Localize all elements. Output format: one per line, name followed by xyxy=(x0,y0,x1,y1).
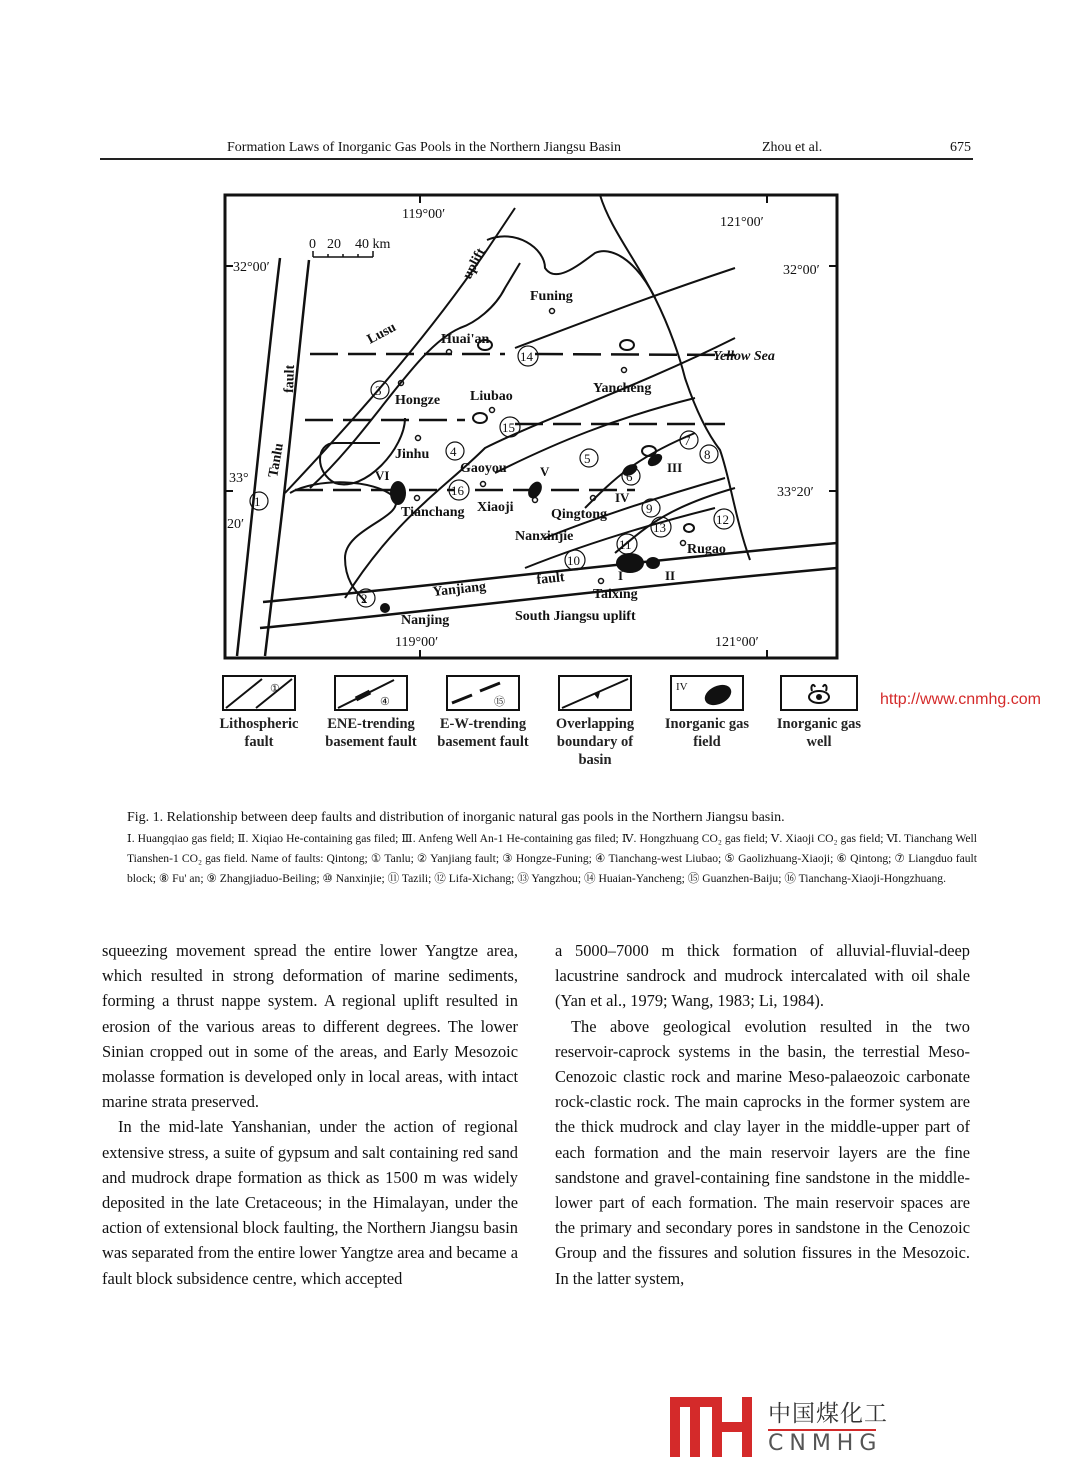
svg-text:4: 4 xyxy=(450,444,457,459)
lon-label-top-121: 121°00′ xyxy=(720,215,764,230)
svg-text:9: 9 xyxy=(646,501,653,516)
legend-gas-field xyxy=(653,675,761,751)
svg-text:3: 3 xyxy=(375,383,382,398)
logo-english-text: CNMHG xyxy=(768,1431,883,1456)
paragraph: a 5000–7000 m thick formation of alluvial-fluvial-deep lacustrine sandrock and mudrock intercalated with oil shale (Yan et al., 1979; Wang, 1983; Li, 1984). xyxy=(555,941,970,1011)
caption-title: Fig. 1. Relationship between deep faults and distribution of inorganic natural gas pools in the Northern Jiangsu basin. xyxy=(127,810,785,825)
logo-mark-icon xyxy=(670,1397,762,1457)
gas-field-label-V: V xyxy=(540,464,550,479)
caption-body: Ⅰ. Huangqiao gas field; Ⅱ. Xiqiao He-containing gas filed; Ⅲ. Anfeng Well An-1 He-containing gas filed; Ⅳ. Hongzhuang CO₂ gas field; Ⅴ. Xiaoji CO₂ gas field; Ⅵ. Tianchang Well Tianshen-1 CO₂ gas field. Name of faults: Qintong; ① Tanlu; ② Yanjiang fault; ③ Hongze-Funing; ④ Tianchang-west Liubao; ⑤ Gaolizhuang-Xiaoji; ⑥ Qintong; ⑦ Liangduo fault block; ⑧ Fu' an; ⑨ Zhangjiaduo-Beiling; ⑩ Nanxinjie; ⑪ Tazili; ⑫ Lifa-Xichang; ⑬ Yangzhou; ⑭ Huaian-Yancheng; ⑮ Guanzhen-Baiju; ⑯ Tianchang-Xiaoji-Hongzhuang. xyxy=(127,832,977,885)
gas-field-symbol xyxy=(670,675,744,711)
svg-text:6: 6 xyxy=(626,469,633,484)
place-liubao: Liubao xyxy=(470,389,513,404)
legend-label: Lithospheric fault xyxy=(219,716,299,750)
fault-num-7 xyxy=(680,431,698,449)
gas-field-label-IV: IV xyxy=(615,490,630,505)
legend-gas-well xyxy=(765,675,873,751)
fault-num-12 xyxy=(714,509,734,529)
running-title: Formation Laws of Inorganic Gas Pools in the Northern Jiangsu Basin xyxy=(227,140,622,155)
ene-fault-symbol xyxy=(334,675,408,711)
gas-field-label-VI: VI xyxy=(375,468,390,483)
label-yellow-sea: Yellow Sea xyxy=(713,349,775,364)
lat-label-left-20: 20′ xyxy=(227,517,245,532)
paragraph: The above geological evolution resulted in the two reservoir-caprock systems in the basin, the terrestial Meso-Cenozoic clastic rock and marine Meso-palaeozoic carbonate rock-clastic rock. The main caprocks in the former system are the thick mudrock and clay layer in the middle-upper part of each formation and the main reservoir layers are the fine sandstone and gravel-containing fine sandstone in the middle-lower part of each formation. The main reservoir spaces are the primary and secondary pores in sandstone in the Cenozoic Group and the fissures and solution fissures in the Mesozoic. In the latter system, xyxy=(555,1016,970,1288)
fault-num-10 xyxy=(565,550,585,570)
body-column-right xyxy=(555,938,970,1291)
place-qingtong: Qingtong xyxy=(551,507,608,522)
paragraph: In the mid-late Yanshanian, under the action of regional extensive stress, a suite of gypsum and salt containing red sand and mudrock drape formation as thick as 1500 m was widely deposited in the late Cretaceous; in the Himalayan, under the action of extensional block faulting, the Northern Jiangsu basin was separated from the entire lower Yangtze area and became a fault block subsidence centre, which accepted xyxy=(102,1117,518,1288)
place-funing: Funing xyxy=(530,289,573,304)
paragraph: squeezing movement spread the entire lower Yangtze area, which resulted in strong deformation of marine sediments, forming a thrust nappe system. A regional uplift resulted in erosion of the various areas to different degrees. The lower Sinian cropped out in some of the areas, and Early Mesozoic molasse formation is developed only in local areas, with intact marine strata preserved. xyxy=(102,941,518,1112)
place-rugao: Rugao xyxy=(687,542,726,557)
label-tanlu-fault: fault xyxy=(282,364,298,394)
scale-tick-40: 40 km xyxy=(355,237,391,252)
svg-text:13: 13 xyxy=(653,520,666,535)
scale-tick-0: 0 xyxy=(309,237,316,252)
legend-ew-fault xyxy=(429,675,537,751)
legend-label: ENE-trending basement fault xyxy=(325,716,417,750)
body-column-left xyxy=(102,938,518,1291)
figure-caption xyxy=(127,809,977,889)
legend-label: E-W-trending basement fault xyxy=(437,716,529,750)
scale-tick-20: 20 xyxy=(327,237,341,252)
place-xiaoji: Xiaoji xyxy=(477,500,514,515)
logo-chinese-text: 中国煤化工 xyxy=(768,1401,888,1427)
place-yancheng: Yancheng xyxy=(593,381,652,396)
legend-label: Inorganic gas well xyxy=(776,716,862,750)
legend-ene-fault xyxy=(317,675,425,751)
svg-text:8: 8 xyxy=(704,447,711,462)
watermark-url: http://www.cnmhg.com xyxy=(880,691,1041,708)
fault-num-2 xyxy=(357,589,375,607)
place-nanxinjie: Nanxinjie xyxy=(515,529,574,544)
lithospheric-fault-symbol xyxy=(222,675,296,711)
svg-text:④: ④ xyxy=(380,696,390,708)
fault-num-6 xyxy=(622,467,640,485)
ew-fault-symbol xyxy=(446,675,520,711)
label-tanlu: Tanlu xyxy=(266,442,287,479)
svg-text:15: 15 xyxy=(502,420,515,435)
svg-text:14: 14 xyxy=(520,349,533,364)
gas-field-label-III: III xyxy=(667,460,683,475)
place-gaoyou: Gaoyou xyxy=(460,461,507,476)
scale-bar xyxy=(309,237,391,257)
running-header xyxy=(100,140,973,160)
label-lusu: Lusu xyxy=(364,320,399,348)
fault-num-16 xyxy=(449,480,469,500)
lon-label-bottom-121: 121°00′ xyxy=(715,635,759,650)
svg-text:16: 16 xyxy=(451,483,464,498)
label-south-jiangsu-uplift: South Jiangsu uplift xyxy=(515,609,636,624)
legend-overlapping-boundary xyxy=(541,675,649,769)
fault-num-13 xyxy=(651,517,671,537)
svg-text:5: 5 xyxy=(584,451,591,466)
svg-text:7: 7 xyxy=(684,433,691,448)
place-tianchang: Tianchang xyxy=(401,505,465,520)
svg-text:10: 10 xyxy=(567,553,580,568)
svg-text:⑮: ⑮ xyxy=(494,696,505,708)
legend-lithospheric-fault xyxy=(205,675,313,751)
place-hongze: Hongze xyxy=(395,393,441,408)
fault-num-5 xyxy=(580,449,598,467)
running-authors: Zhou et al. xyxy=(762,140,823,155)
page-number: 675 xyxy=(950,140,971,155)
fault-num-11 xyxy=(617,534,637,554)
fault-num-8 xyxy=(700,445,718,463)
svg-text:11: 11 xyxy=(619,537,632,552)
place-taixing: Taixing xyxy=(593,587,638,602)
lat-label-left-32: 32°00′ xyxy=(233,260,270,275)
svg-text:IV: IV xyxy=(676,681,688,693)
fault-num-4 xyxy=(446,442,464,460)
place-jinhu: Jinhu xyxy=(395,447,430,462)
fault-num-15 xyxy=(500,417,520,437)
svg-text:①: ① xyxy=(270,683,280,695)
gas-field-label-I: I xyxy=(618,568,624,583)
place-nanjing: Nanjing xyxy=(401,613,450,628)
lon-label-top-119: 119°00′ xyxy=(402,207,446,222)
label-yanjiang-fault: fault xyxy=(535,570,566,588)
label-yanjiang: Yanjiang xyxy=(431,579,487,600)
overlapping-boundary-symbol xyxy=(558,675,632,711)
cnmhg-logo xyxy=(670,1395,900,1460)
svg-text:1: 1 xyxy=(254,494,261,509)
fault-map-figure xyxy=(215,188,845,663)
legend-label: Overlapping boundary of basin xyxy=(555,716,635,768)
label-uplift: uplift xyxy=(460,245,489,282)
lon-label-bottom-119: 119°00′ xyxy=(395,635,439,650)
fault-num-3 xyxy=(371,381,389,399)
gas-well-symbol xyxy=(780,675,858,711)
svg-text:12: 12 xyxy=(716,512,729,527)
lat-label-right-33-20: 33°20′ xyxy=(777,485,814,500)
legend-label: Inorganic gas field xyxy=(664,716,750,750)
fault-num-14 xyxy=(518,346,538,366)
lat-label-left-33: 33° xyxy=(229,471,249,486)
map-legend xyxy=(205,675,865,775)
svg-text:2: 2 xyxy=(361,591,368,606)
fault-num-9 xyxy=(642,499,660,517)
place-huaian: Huai'an xyxy=(441,332,490,347)
lat-label-right-32: 32°00′ xyxy=(783,263,820,278)
gas-field-label-II: II xyxy=(665,568,676,583)
